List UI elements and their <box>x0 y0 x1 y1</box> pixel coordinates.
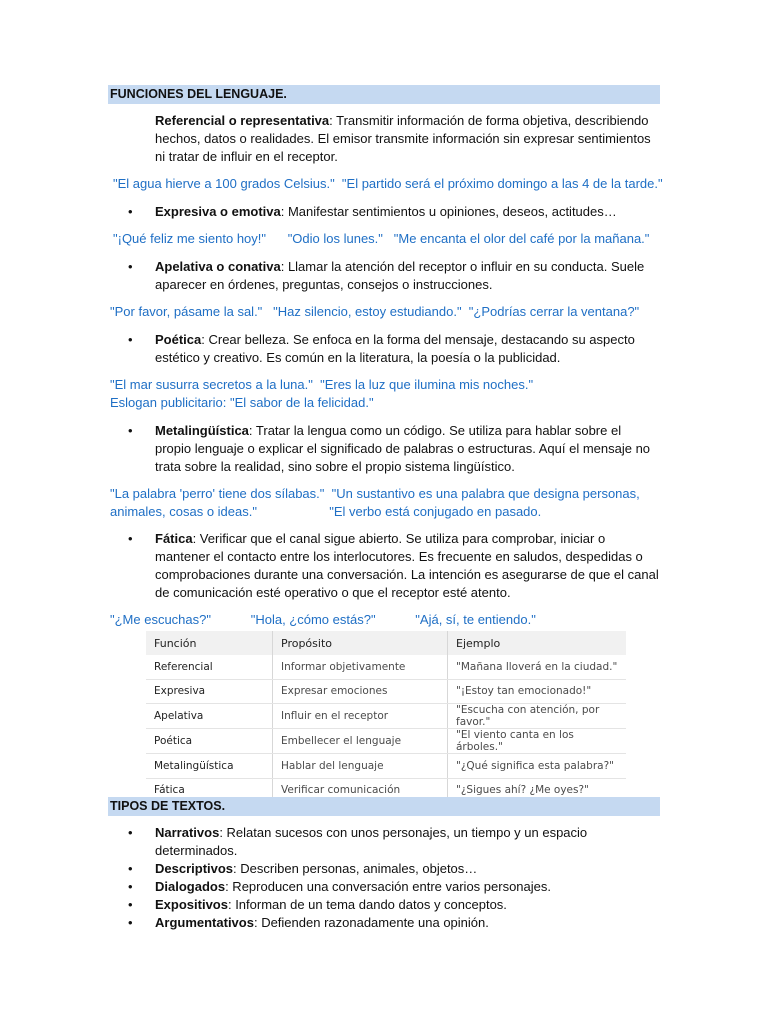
examples-poetica-2: Eslogan publicitario: "El sabor de la felicidad." <box>110 395 374 410</box>
term-descriptivos: Descriptivos <box>155 861 234 876</box>
bullet-icon: • <box>128 861 133 876</box>
bullet-icon: • <box>128 423 133 438</box>
bullet-icon: • <box>128 204 133 219</box>
table-cell: Hablar del lenguaje <box>273 754 448 779</box>
table-cell: Influir en el receptor <box>273 704 448 729</box>
table-row <box>146 729 626 754</box>
funcion-referencial <box>155 112 660 166</box>
desc-narrativos: : Relatan sucesos con unos personajes, un tiempo y un espacio determinados. <box>155 825 588 858</box>
bullet-icon: • <box>128 332 133 347</box>
term-apelativa: Apelativa o conativa <box>155 259 281 274</box>
desc-argumentativos: : Defienden razonadamente una opinión. <box>253 915 489 930</box>
examples-referencial: "El agua hierve a 100 grados Celsius." "El partido será el próximo domingo a las 4 de la tarde." <box>113 176 663 191</box>
term-expositivos: Expositivos <box>155 897 228 912</box>
table-row <box>146 679 626 704</box>
examples-expresiva: "¡Qué feliz me siento hoy!" "Odio los lunes." "Me encanta el olor del café por la mañana." <box>113 231 650 246</box>
table-cell: Verificar comunicación <box>273 778 448 802</box>
desc-metalinguistica: : Tratar la lengua como un código. Se utiliza para hablar sobre el propio lenguaje o explicar el significado de palabras o estructuras. Aquí el mensaje no trata sobre la realidad, sino sobre el propio sistema lingüístico. <box>155 423 651 474</box>
term-expresiva: Expresiva o emotiva <box>155 204 281 219</box>
table-cell: Informar objetivamente <box>273 655 448 679</box>
section-heading-funciones: FUNCIONES DEL LENGUAJE. <box>108 85 660 104</box>
table-cell: "Mañana lloverá en la ciudad." <box>448 655 627 679</box>
desc-dialogados: : Reproducen una conversación entre varios personajes. <box>225 879 551 894</box>
bullet-icon: • <box>128 259 133 274</box>
table-header-row <box>146 631 626 655</box>
section-heading-tipos: TIPOS DE TEXTOS. <box>108 797 660 816</box>
term-poetica: Poética <box>155 332 202 347</box>
examples-apelativa: "Por favor, pásame la sal." "Haz silencio, estoy estudiando." "¿Podrías cerrar la ventana?" <box>110 304 640 319</box>
desc-expresiva: : Manifestar sentimientos u opiniones, deseos, actitudes… <box>280 204 617 219</box>
examples-fatica: "¿Me escuchas?" "Hola, ¿cómo estás?" "Ajá, sí, te entiendo." <box>110 612 536 627</box>
table-cell: Apelativa <box>146 704 273 729</box>
table-cell: Poética <box>146 729 273 754</box>
desc-poetica: : Crear belleza. Se enfoca en la forma del mensaje, destacando su aspecto estético y creativo. Es común en la literatura, la poesía o la publicidad. <box>155 332 635 365</box>
table-header-funcion: Función <box>146 631 273 655</box>
term-fatica: Fática <box>155 531 193 546</box>
table-cell: Expresiva <box>146 679 273 704</box>
desc-fatica: : Verificar que el canal sigue abierto. Se utiliza para comprobar, iniciar o mantener el contacto entre los interlocutores. Es frecuente en saludos, despedidas o comprobaciones durante una conversación. La intención es asegurarse de que el canal de comunicación esté operativo o que el receptor esté atento. <box>155 531 659 600</box>
examples-metalinguistica-1: "La palabra 'perro' tiene dos sílabas." "Un sustantivo es una palabra que designa personas, <box>110 486 640 501</box>
table-row <box>146 704 626 729</box>
bullet-icon: • <box>128 897 133 912</box>
table-cell: Metalingüística <box>146 754 273 779</box>
bullet-icon: • <box>128 825 133 840</box>
table-header-proposito: Propósito <box>273 631 448 655</box>
bullet-icon: • <box>128 915 133 930</box>
bullet-icon: • <box>128 879 133 894</box>
table-cell: Expresar emociones <box>273 679 448 704</box>
table-row <box>146 655 626 679</box>
table-cell: "El viento canta en los árboles." <box>448 729 627 754</box>
funciones-table-grid <box>146 631 626 802</box>
bullet-icon: • <box>128 531 133 546</box>
examples-metalinguistica-2: animales, cosas o ideas." "El verbo está conjugado en pasado. <box>110 504 542 519</box>
term-dialogados: Dialogados <box>155 879 226 894</box>
term-narrativos: Narrativos <box>155 825 220 840</box>
table-cell: "¡Estoy tan emocionado!" <box>448 679 627 704</box>
desc-apelativa: : Llamar la atención del receptor o influir en su conducta. Suele aparecer en órdenes, preguntas, consejos o instrucciones. <box>155 259 645 292</box>
table-cell: Referencial <box>146 655 273 679</box>
table-cell: "Escucha con atención, por favor." <box>448 704 627 729</box>
table-cell: "¿Sigues ahí? ¿Me oyes?" <box>448 778 627 802</box>
table-cell: Fática <box>154 784 185 797</box>
term-argumentativos: Argumentativos <box>155 915 254 930</box>
term-metalinguistica: Metalingüística <box>155 423 249 438</box>
table-row <box>146 754 626 779</box>
table-cell: "¿Qué significa esta palabra?" <box>448 754 627 779</box>
desc-referencial: : Transmitir información de forma objetiva, describiendo hechos, datos o realidades. El emisor transmite información sin expresar sentimientos ni tratar de influir en el receptor. <box>155 113 651 164</box>
term-referencial: Referencial o representativa <box>155 113 330 128</box>
desc-descriptivos: : Describen personas, animales, objetos… <box>233 861 478 876</box>
examples-poetica-1: "El mar susurra secretos a la luna." "Eres la luz que ilumina mis noches." <box>110 377 534 392</box>
table-header-ejemplo: Ejemplo <box>448 631 627 655</box>
desc-expositivos: : Informan de un tema dando datos y conceptos. <box>227 897 507 912</box>
funciones-table <box>146 631 626 796</box>
table-cell: Embellecer el lenguaje <box>273 729 448 754</box>
